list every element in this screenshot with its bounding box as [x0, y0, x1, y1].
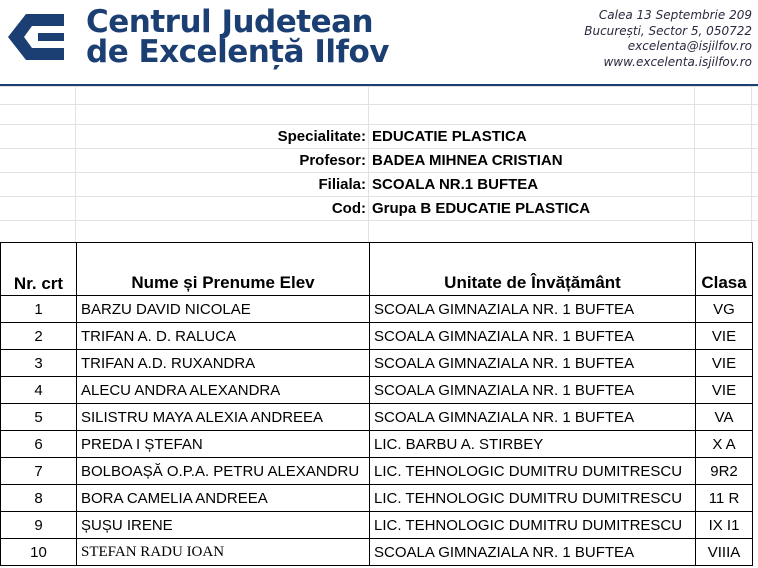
- contact-website[interactable]: www.excelenta.isjilfov.ro: [603, 54, 752, 69]
- cell-class: VIE: [696, 377, 753, 404]
- table-row: [1, 512, 753, 539]
- header-name: Nume și Prenume Elev: [77, 243, 370, 296]
- table-row: [1, 350, 753, 377]
- cell-name: ALECU ANDRA ALEXANDRA: [77, 377, 370, 404]
- brand-name-line2: de Excelență Ilfov: [86, 34, 389, 70]
- header-school: Unitate de Învățământ: [370, 243, 696, 296]
- header-nr: Nr. crt: [1, 243, 77, 296]
- cod-value: Grupa B EDUCATIE PLASTICA: [372, 200, 591, 217]
- cell-class: VA: [696, 404, 753, 431]
- cell-class: VIIIA: [696, 539, 753, 566]
- cell-nr: 6: [1, 431, 77, 458]
- cell-name: TRIFAN A. D. RALUCA: [77, 323, 370, 350]
- cell-nr: 5: [1, 404, 77, 431]
- cell-nr: 2: [1, 323, 77, 350]
- cell-school: LIC. TEHNOLOGIC DUMITRU DUMITRESCU: [370, 485, 696, 512]
- filiala-label: Filiala:: [318, 176, 366, 193]
- cell-class: VIE: [696, 350, 753, 377]
- filiala-value: SCOALA NR.1 BUFTEA: [372, 176, 539, 193]
- cell-school: SCOALA GIMNAZIALA NR. 1 BUFTEA: [370, 539, 696, 566]
- info-cod: [0, 197, 758, 221]
- cell-class: X A: [696, 431, 753, 458]
- cell-name: PREDA I ȘTEFAN: [77, 431, 370, 458]
- table-row: [1, 485, 753, 512]
- cell-nr: 4: [1, 377, 77, 404]
- cell-name: BOLBOAȘĂ O.P.A. PETRU ALEXANDRU: [77, 458, 370, 485]
- cell-nr: 1: [1, 296, 77, 323]
- contact-block: [584, 8, 752, 70]
- profesor-label: Profesor:: [299, 152, 366, 169]
- cell-class: VIE: [696, 323, 753, 350]
- brand-name-line1: Centrul Judetean: [86, 4, 374, 40]
- cell-name: STEFAN RADU IOAN: [77, 539, 370, 566]
- cell-nr: 9: [1, 512, 77, 539]
- table-row: [1, 377, 753, 404]
- cell-name: BARZU DAVID NICOLAE: [77, 296, 370, 323]
- cell-class: 9R2: [696, 458, 753, 485]
- table-header-row: [1, 243, 753, 296]
- header-class: Clasa: [696, 243, 753, 296]
- profesor-value: BADEA MIHNEA CRISTIAN: [372, 152, 563, 169]
- letterhead: [0, 0, 758, 86]
- cell-school: LIC. TEHNOLOGIC DUMITRU DUMITRESCU: [370, 458, 696, 485]
- cell-nr: 10: [1, 539, 77, 566]
- specialitate-value: EDUCATIE PLASTICA: [372, 128, 527, 145]
- cell-school: LIC. TEHNOLOGIC DUMITRU DUMITRESCU: [370, 512, 696, 539]
- cell-school: SCOALA GIMNAZIALA NR. 1 BUFTEA: [370, 377, 696, 404]
- specialitate-label: Specialitate:: [277, 128, 366, 145]
- cell-school: SCOALA GIMNAZIALA NR. 1 BUFTEA: [370, 404, 696, 431]
- table-row: [1, 404, 753, 431]
- table-row: [1, 539, 753, 566]
- table-row: [1, 431, 753, 458]
- address-line2: București, Sector 5, 050722: [584, 23, 752, 38]
- contact-email[interactable]: excelenta@isjilfov.ro: [627, 39, 752, 53]
- cell-name: BORA CAMELIA ANDREEA: [77, 485, 370, 512]
- cell-class: IX I1: [696, 512, 753, 539]
- info-filiala: [0, 173, 758, 197]
- students-table: [0, 242, 753, 566]
- cod-label: Cod:: [331, 200, 366, 217]
- table-row: [1, 458, 753, 485]
- address-line1: Calea 13 Septembrie 209: [598, 8, 752, 22]
- cell-nr: 3: [1, 350, 77, 377]
- cell-name: SILISTRU MAYA ALEXIA ANDREEA: [77, 404, 370, 431]
- cell-school: LIC. BARBU A. STIRBEY: [370, 431, 696, 458]
- info-specialitate: [0, 125, 758, 149]
- cell-class: 11 R: [696, 485, 753, 512]
- cell-name: ȘUȘU IRENE: [77, 512, 370, 539]
- cell-nr: 7: [1, 458, 77, 485]
- cell-name: TRIFAN A.D. RUXANDRA: [77, 350, 370, 377]
- cell-school: SCOALA GIMNAZIALA NR. 1 BUFTEA: [370, 296, 696, 323]
- cell-school: SCOALA GIMNAZIALA NR. 1 BUFTEA: [370, 350, 696, 377]
- table-row: [1, 296, 753, 323]
- table-row: [1, 323, 753, 350]
- cell-nr: 8: [1, 485, 77, 512]
- cell-school: SCOALA GIMNAZIALA NR. 1 BUFTEA: [370, 323, 696, 350]
- logo-icon: [4, 10, 74, 64]
- cell-class: VG: [696, 296, 753, 323]
- info-profesor: [0, 149, 758, 173]
